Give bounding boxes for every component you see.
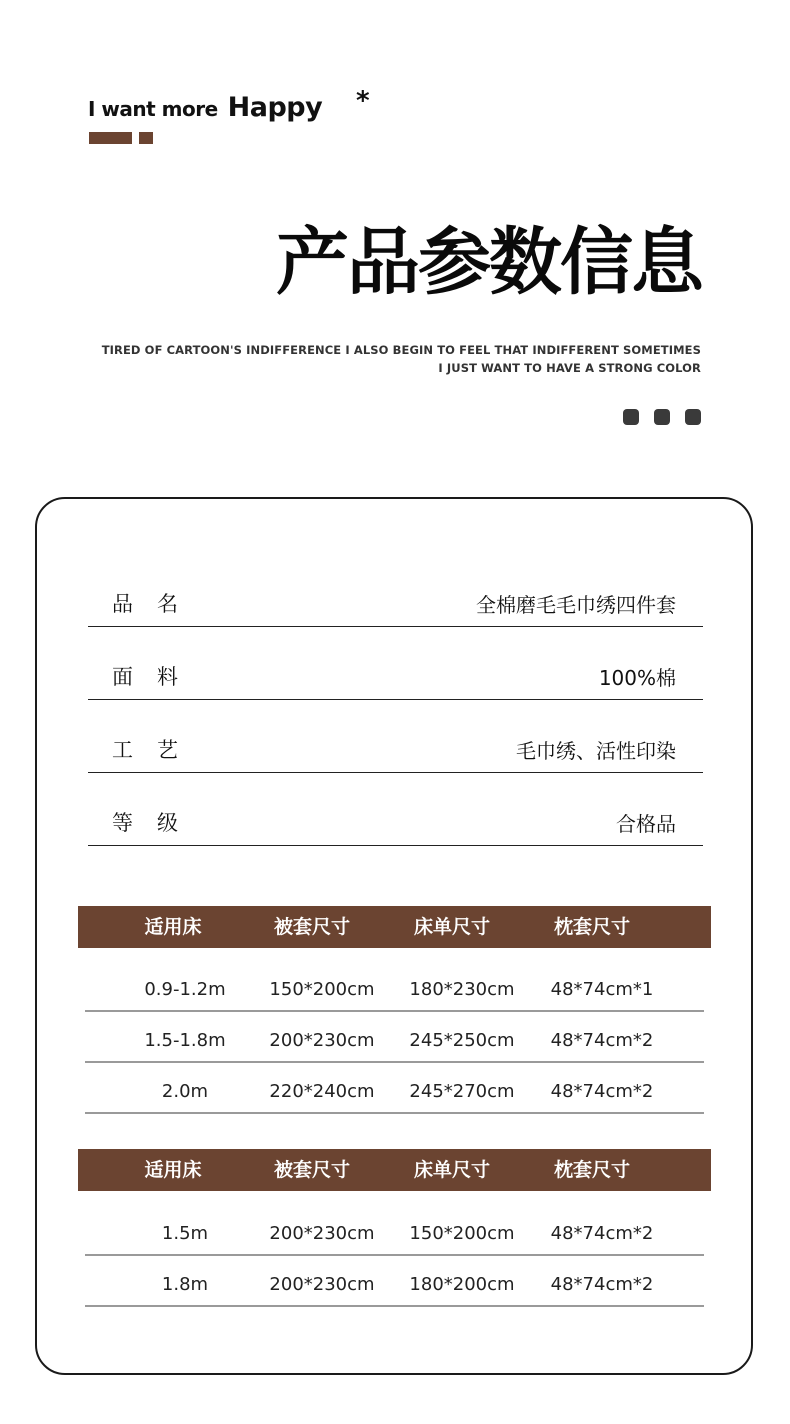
table-cell: 220*240cm <box>269 1081 375 1102</box>
table-cell: 48*74cm*2 <box>550 1223 654 1244</box>
table-cell: 48*74cm*2 <box>550 1081 654 1102</box>
table-cell: 1.5m <box>161 1223 209 1244</box>
table-row <box>85 1214 704 1256</box>
table-header-cell: 枕套尺寸 <box>553 1159 630 1181</box>
spec-value: 100%棉 <box>598 666 676 690</box>
dot-icon <box>654 409 670 425</box>
table-cell: 245*270cm <box>409 1081 515 1102</box>
table-cell: 48*74cm*2 <box>550 1274 654 1295</box>
table1-header <box>78 906 711 948</box>
spec-value: 毛巾绣、活性印染 <box>516 739 676 763</box>
table-cell: 2.0m <box>161 1081 209 1102</box>
table-header-cell: 适用床 <box>144 1159 202 1181</box>
table-row <box>85 1072 704 1114</box>
spec-label: 工艺 <box>112 738 202 762</box>
table-cell: 1.5-1.8m <box>144 1030 226 1051</box>
subtitle-line-2: I JUST WANT TO HAVE A STRONG COLOR <box>438 361 701 375</box>
spec-label: 面料 <box>112 665 202 689</box>
table-row <box>85 1265 704 1307</box>
table-header-cell: 床单尺寸 <box>413 1159 490 1181</box>
spec-value: 合格品 <box>616 812 676 836</box>
table-cell: 150*200cm <box>409 1223 515 1244</box>
subtitle-line-1: TIRED OF CARTOON'S INDIFFERENCE I ALSO BEGIN TO FEEL THAT INDIFFERENT SOMETIMES <box>101 343 701 357</box>
table-cell: 150*200cm <box>269 979 375 1000</box>
page-title: 产品参数信息 <box>276 220 702 305</box>
spec-value: 全棉磨毛毛巾绣四件套 <box>476 593 676 617</box>
star-icon: * <box>356 86 370 116</box>
table-cell: 48*74cm*1 <box>550 979 654 1000</box>
table-cell: 180*200cm <box>409 1274 515 1295</box>
table-header-cell: 被套尺寸 <box>273 1159 350 1181</box>
tagline-big: Happy <box>227 92 323 123</box>
table-row <box>85 970 704 1012</box>
tagline <box>88 86 370 123</box>
dot-icon <box>685 409 701 425</box>
decor-bar-short <box>139 132 153 144</box>
table-cell: 245*250cm <box>409 1030 515 1051</box>
spec-row-grade <box>88 803 703 846</box>
table2-header <box>78 1149 711 1191</box>
spec-row-name <box>88 584 703 627</box>
dot-icon <box>623 409 639 425</box>
table-cell: 1.8m <box>161 1274 209 1295</box>
spec-label: 等级 <box>112 811 202 835</box>
table-header-cell: 被套尺寸 <box>273 916 350 938</box>
table-cell: 48*74cm*2 <box>550 1030 654 1051</box>
table-row <box>85 1021 704 1063</box>
table-header-cell: 床单尺寸 <box>413 916 490 938</box>
dots-decoration <box>623 409 701 425</box>
table-cell: 0.9-1.2m <box>144 979 226 1000</box>
table-header-cell: 枕套尺寸 <box>553 916 630 938</box>
decor-bar-long <box>89 132 132 144</box>
spec-label: 品名 <box>112 592 202 616</box>
spec-row-craft <box>88 730 703 773</box>
table-header-cell: 适用床 <box>144 916 202 938</box>
table-cell: 200*230cm <box>269 1223 375 1244</box>
table-cell: 180*230cm <box>409 979 515 1000</box>
table-cell: 200*230cm <box>269 1274 375 1295</box>
tagline-small: I want more <box>88 97 218 121</box>
table-cell: 200*230cm <box>269 1030 375 1051</box>
spec-row-fabric <box>88 657 703 700</box>
